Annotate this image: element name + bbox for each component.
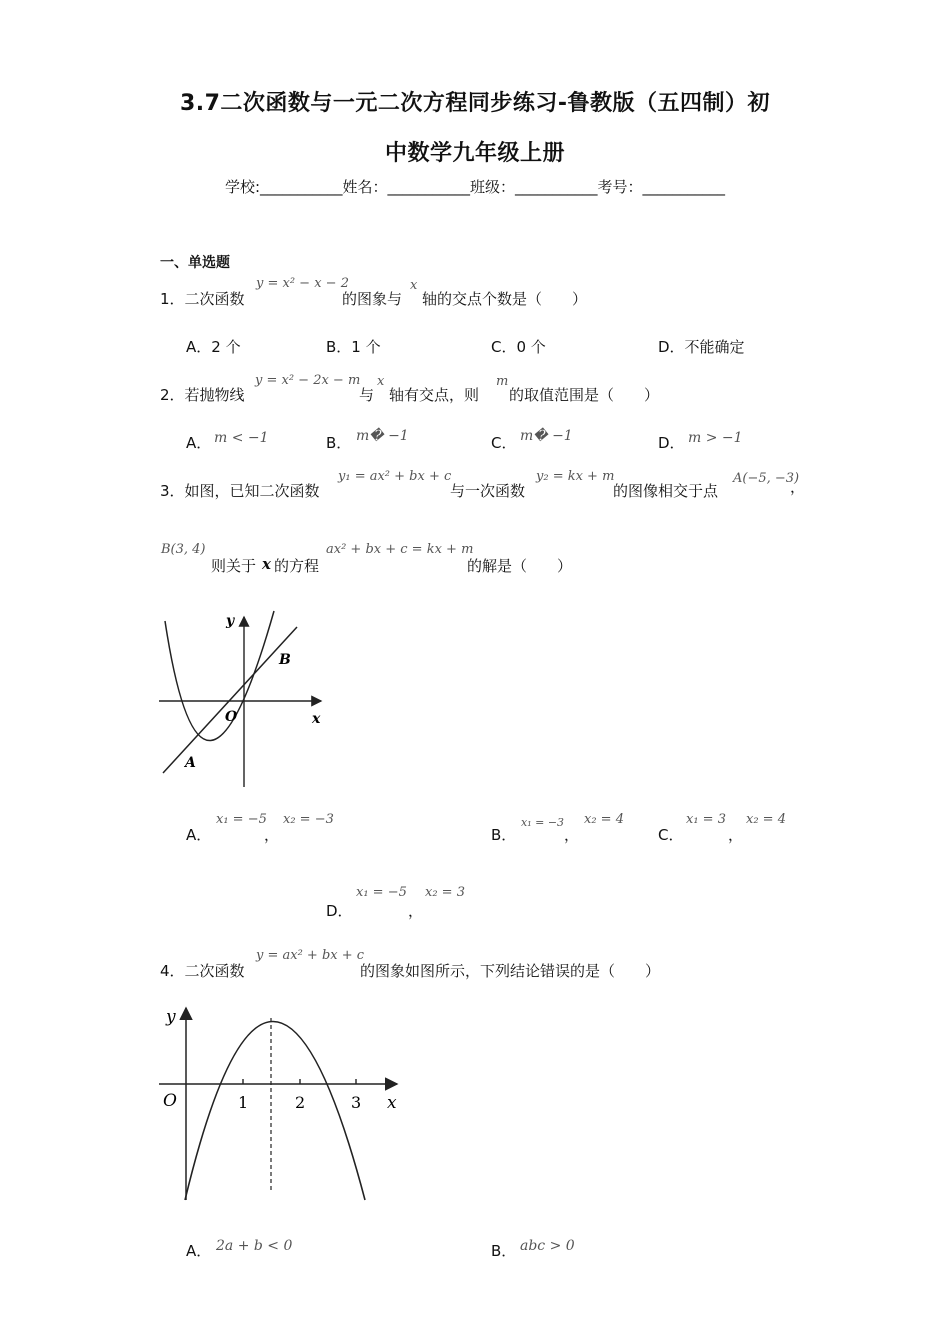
q3-option-b-x1[interactable]: x₁ = −3: [521, 816, 565, 829]
q2-option-b-expr[interactable]: m� −1: [356, 428, 409, 444]
q4-number: 4．二次函数: [160, 962, 245, 980]
q3-text-tail: 的解是（ ）: [467, 557, 573, 575]
q4-y-label: y: [166, 1007, 176, 1027]
q3-option-d-x2[interactable]: x₂ = 3: [425, 885, 465, 900]
q1-var-x: x: [410, 278, 418, 293]
q3-point-b: B(3, 4): [161, 542, 206, 557]
q2-option-a-expr[interactable]: m < −1: [214, 430, 269, 446]
q1-option-b[interactable]: B．1 个: [326, 338, 381, 356]
q4-tick-label-3: 3: [351, 1093, 362, 1112]
q2-option-c-letter[interactable]: C．: [491, 434, 517, 452]
q3-option-c-sep: ，: [728, 826, 744, 844]
q1-text-tail: 轴的交点个数是（ ）: [422, 290, 588, 308]
q4-text-tail: 的图象如图所示，下列结论错误的是（ ）: [360, 962, 661, 980]
q3-x-label: x: [312, 711, 321, 727]
q3-expression-quadratic: y₁ = ax² + bx + c: [338, 469, 452, 484]
q1-expression: y = x² − x − 2: [256, 276, 349, 291]
q2-option-a-letter[interactable]: A．: [186, 434, 212, 452]
q3-y-label: y: [226, 613, 235, 629]
q2-option-d-expr[interactable]: m > −1: [688, 430, 743, 446]
q3-option-a-sep: ，: [264, 826, 280, 844]
q2-text-mid2: 轴有交点，则: [389, 386, 480, 404]
q3-option-a-x2[interactable]: x₂ = −3: [283, 812, 334, 827]
student-info-line: 学校:___________姓名：___________班级：___________考号：___________: [224, 178, 726, 196]
q3-expression-linear: y₂ = kx + m: [536, 469, 615, 484]
q3-option-a-x1[interactable]: x₁ = −5: [216, 812, 267, 827]
q3-option-c-x2[interactable]: x₂ = 4: [746, 812, 786, 827]
q1-option-c[interactable]: C．0 个: [491, 338, 546, 356]
q4-graph: [155, 1000, 405, 1205]
q3-option-d-x1[interactable]: x₁ = −5: [356, 885, 407, 900]
q4-expression: y = ax² + bx + c: [256, 948, 365, 963]
q3-option-c-letter[interactable]: C．: [658, 826, 684, 844]
q3-text-mid2: 的图像相交于点: [613, 482, 719, 500]
q1-option-d[interactable]: D．不能确定: [658, 338, 745, 356]
q3-origin-label: O: [225, 709, 238, 725]
q2-text-tail: 的取值范围是（ ）: [509, 386, 660, 404]
q2-var-m: m: [496, 374, 509, 389]
q3-text-mid1: 与一次函数: [450, 482, 526, 500]
q3-line: [163, 627, 297, 773]
q4-option-a-letter[interactable]: A．: [186, 1242, 212, 1260]
q4-option-b-expr[interactable]: abc > 0: [520, 1238, 575, 1254]
q3-point-a: A(−5, −3): [733, 471, 800, 486]
q4-option-a-expr[interactable]: 2a + b < 0: [216, 1238, 293, 1254]
q2-option-b-letter[interactable]: B．: [326, 434, 352, 452]
q3-text-line2: 则关于: [211, 557, 257, 575]
q2-number: 2．若抛物线: [160, 386, 245, 404]
q3-equation: ax² + bx + c = kx + m: [326, 542, 474, 557]
q3-option-d-sep: ，: [408, 902, 424, 920]
section-heading: 一、单选题: [160, 255, 230, 271]
q2-option-d-letter[interactable]: D．: [658, 434, 685, 452]
q3-option-b-letter[interactable]: B．: [491, 826, 517, 844]
page-subtitle: 中数学九年级上册: [384, 141, 565, 166]
q4-option-b-letter[interactable]: B．: [491, 1242, 517, 1260]
q3-point-a-label: A: [185, 755, 196, 771]
q4-tick-label-2: 2: [295, 1093, 306, 1112]
q3-option-b-x2[interactable]: x₂ = 4: [584, 812, 624, 827]
q3-text-line2-mid: 的方程: [274, 557, 320, 575]
q3-var-x: x: [262, 555, 271, 573]
q3-option-d-letter[interactable]: D．: [326, 902, 353, 920]
q4-x-label: x: [387, 1093, 397, 1113]
q1-number: 1．二次函数: [160, 290, 245, 308]
q3-comma: ，: [790, 478, 806, 496]
q3-option-b-sep: ，: [564, 826, 580, 844]
q3-parabola: [165, 611, 274, 741]
q4-origin-label: O: [163, 1091, 177, 1111]
q1-option-a[interactable]: A．2 个: [186, 338, 241, 356]
q1-text-mid: 的图象与: [342, 290, 403, 308]
q3-graph: [155, 605, 335, 790]
q4-tick-label-1: 1: [238, 1093, 249, 1112]
q2-var-x: x: [377, 374, 385, 389]
page-title: 3.7二次函数与一元二次方程同步练习-鲁教版（五四制）初: [179, 91, 771, 116]
q2-option-c-expr[interactable]: m� −1: [520, 428, 573, 444]
q3-option-a-letter[interactable]: A．: [186, 826, 212, 844]
q4-parabola: [185, 1022, 365, 1201]
q3-number: 3．如图，已知二次函数: [160, 482, 320, 500]
q3-point-b-label: B: [279, 652, 291, 668]
q3-option-c-x1[interactable]: x₁ = 3: [686, 812, 726, 827]
q2-text-mid1: 与: [359, 386, 375, 404]
q2-expression: y = x² − 2x − m: [255, 373, 361, 388]
